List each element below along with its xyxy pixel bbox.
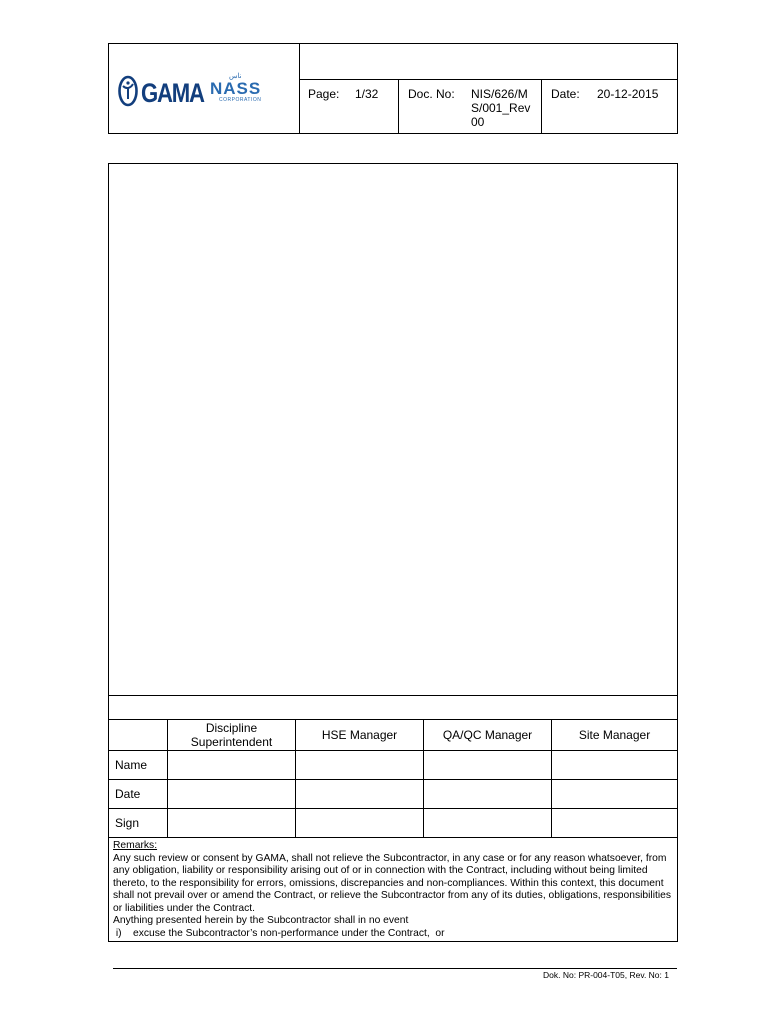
date-value: 20-12-2015: [597, 87, 659, 101]
row-label-sign: Sign: [109, 809, 168, 838]
col-discipline-superintendent: Discipline Superintendent: [168, 719, 296, 751]
page-value: 1/32: [355, 87, 379, 101]
page-label: Page:: [308, 87, 340, 101]
approval-header-row: [109, 719, 677, 751]
table-cell: [168, 809, 296, 838]
col-qaqc-manager: QA/QC Manager: [424, 719, 552, 751]
doc-no-label: Doc. No:: [408, 87, 455, 101]
table-cell: [552, 809, 678, 838]
table-row: [109, 780, 677, 809]
remarks-title: Remarks:: [113, 840, 158, 851]
gama-emblem-icon: [117, 74, 139, 108]
logo-cell: [109, 44, 300, 133]
table-cell: [296, 751, 424, 780]
date-cell: [542, 79, 677, 133]
col-site-manager: Site Manager: [552, 719, 678, 751]
header-title-cell: [299, 44, 677, 80]
table-cell: [552, 751, 678, 780]
table-cell: [552, 780, 678, 809]
remarks-section: [113, 840, 673, 940]
row-label-date: Date: [109, 780, 168, 809]
footer-doc-number: Dok. No: PR-004-T05, Rev. No: 1: [543, 970, 669, 980]
table-cell: [168, 751, 296, 780]
page-cell: [299, 79, 399, 133]
content-frame: [108, 163, 678, 942]
approval-table: [109, 719, 677, 838]
table-row: [109, 751, 677, 780]
remarks-paragraph: Any such review or consent by GAMA, shall not relieve the Subcontractor, in any case or for any reason whatsoever, from any obligation, liability or responsibility arising out of or in connection with the Contract, including without being limited thereto, to the responsibility for errors, omissions, discrepancies and non-compliances. Within this context, this document shall not prevail over or amend the Contract, or relieve the Subcontractor from any of its duties, obligations, responsibilities or liabilities under the Contract.: [113, 852, 672, 914]
corner-cell: [109, 719, 168, 751]
table-cell: [424, 751, 552, 780]
remarks-list-item: i) excuse the Subcontractor’s non-performance under the Contract, or: [113, 927, 445, 939]
table-cell: [296, 780, 424, 809]
company-logo: [117, 73, 293, 109]
remarks-paragraph: Anything presented herein by the Subcontractor shall in no event: [113, 915, 409, 926]
table-cell: [424, 780, 552, 809]
nass-logo-text: NASS: [210, 79, 262, 98]
blank-row: [109, 695, 677, 720]
col-hse-manager: HSE Manager: [296, 719, 424, 751]
table-cell: [296, 809, 424, 838]
nass-arabic-text: ناس: [229, 73, 242, 80]
doc-no-value: NIS/626/M S/001_Rev 00: [471, 87, 531, 129]
header-meta-row: [299, 79, 677, 133]
row-label-name: Name: [109, 751, 168, 780]
gama-logo-text: GAMA: [141, 78, 204, 108]
table-cell: [168, 780, 296, 809]
document-header: [108, 43, 678, 134]
table-row: [109, 809, 677, 838]
doc-no-cell: [399, 79, 542, 133]
table-cell: [424, 809, 552, 838]
nass-corporation-text: CORPORATION: [219, 97, 262, 103]
footer-divider: [113, 968, 677, 969]
date-label: Date:: [551, 87, 580, 101]
